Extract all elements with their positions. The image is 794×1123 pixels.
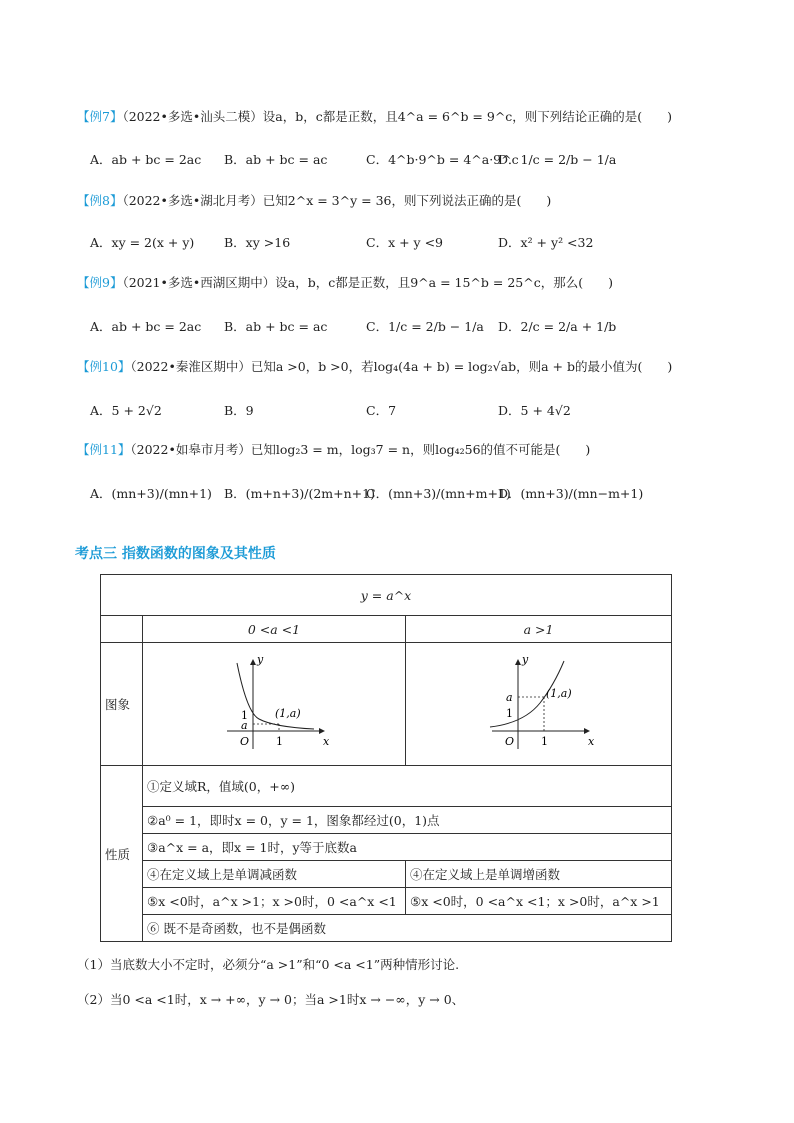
property-5-left: ⑤x <0时，a^x >1；x >0时，0 <a^x <1 bbox=[143, 888, 406, 915]
option-b: B．ab + bc = ac bbox=[224, 152, 328, 167]
property-4-right: ④在定义域上是单调增函数 bbox=[406, 861, 672, 888]
question-stem: 已知log₂3 = m，log₃7 = n，则log₄₂56的值不可能是( ) bbox=[250, 442, 591, 457]
option-a: A．xy = 2(x + y) bbox=[90, 235, 195, 250]
question-7 bbox=[77, 108, 672, 126]
option-d: D．x² + y² <32 bbox=[498, 235, 594, 250]
option-d: D．(mn+3)/(mn−m+1) bbox=[498, 486, 644, 501]
option-d: D．1/c = 2/b − 1/a bbox=[498, 152, 617, 167]
section-title: 考点三 指数函数的图象及其性质 bbox=[75, 546, 276, 562]
option-c: C．4^b·9^b = 4^a·9^c bbox=[366, 152, 519, 167]
col-header-large: a >1 bbox=[406, 616, 672, 643]
origin-label: O bbox=[240, 734, 250, 748]
point-label: (1,a) bbox=[275, 706, 301, 720]
question-10 bbox=[77, 358, 672, 376]
question-source: （2021•多选•西湖区期中） bbox=[122, 275, 276, 290]
question-tag: 【例9】 bbox=[77, 275, 123, 290]
option-b: B．ab + bc = ac bbox=[224, 319, 328, 334]
question-9 bbox=[77, 274, 613, 292]
question-tag: 【例10】 bbox=[77, 359, 131, 374]
decreasing-graph bbox=[219, 653, 329, 753]
option-a: A．ab + bc = 2ac bbox=[90, 319, 202, 334]
question-stem: 已知a >0，b >0，若log₄(4a + b) = log₂√ab，则a + b的最小值为( ) bbox=[250, 359, 673, 374]
option-d: D．5 + 4√2 bbox=[498, 403, 571, 418]
option-b: B．xy >16 bbox=[224, 235, 291, 250]
property-1: ①定义域R，值域(0，+∞) bbox=[143, 766, 672, 807]
graph-cell-decreasing bbox=[143, 643, 406, 766]
a-label: a bbox=[505, 690, 513, 704]
question-source: （2022•如皋市月考） bbox=[130, 442, 251, 457]
question-tag: 【例7】 bbox=[77, 109, 123, 124]
x-one-label: 1 bbox=[276, 734, 283, 748]
y-intercept-label: 1 bbox=[505, 706, 513, 720]
blank-cell bbox=[101, 616, 143, 643]
row-label-props: 性质 bbox=[101, 766, 143, 942]
question-source: （2022•多选•湖北月考） bbox=[122, 193, 263, 208]
question-tag: 【例11】 bbox=[77, 442, 131, 457]
option-b: B．(m+n+3)/(2m+n+1) bbox=[224, 486, 375, 501]
x-axis-label: x bbox=[587, 734, 594, 748]
option-a: A．ab + bc = 2ac bbox=[90, 152, 202, 167]
x-one-label: 1 bbox=[540, 734, 548, 748]
option-c: C．7 bbox=[366, 403, 397, 418]
row-label-graph: 图象 bbox=[101, 643, 143, 766]
question-11 bbox=[77, 441, 590, 459]
note-1: （1）当底数大小不定时，必须分“a >1”和“0 <a <1”两种情形讨论. bbox=[77, 957, 460, 972]
question-stem: 已知2^x = 3^y = 36，则下列说法正确的是( ) bbox=[262, 193, 552, 208]
question-8 bbox=[77, 192, 551, 210]
y-intercept-label: 1 bbox=[241, 708, 248, 722]
col-header-small: 0 <a <1 bbox=[143, 616, 406, 643]
origin-label: O bbox=[504, 734, 514, 748]
property-3: ③a^x = a，即x = 1时，y等于底数a bbox=[143, 834, 672, 861]
option-a: A．5 + 2√2 bbox=[90, 403, 162, 418]
exponential-properties-table bbox=[100, 574, 672, 942]
point-label: (1,a) bbox=[545, 686, 572, 700]
question-source: （2022•秦淮区期中） bbox=[130, 359, 251, 374]
option-b: B．9 bbox=[224, 403, 254, 418]
option-d: D．2/c = 2/a + 1/b bbox=[498, 319, 617, 334]
property-4-left: ④在定义域上是单调减函数 bbox=[143, 861, 406, 888]
increasing-graph bbox=[484, 653, 594, 753]
option-c: C．(mn+3)/(mn+m+1) bbox=[366, 486, 511, 501]
property-5-right: ⑤x <0时，0 <a^x <1；x >0时，a^x >1 bbox=[406, 888, 672, 915]
a-label: a bbox=[241, 718, 248, 732]
option-c: C．1/c = 2/b − 1/a bbox=[366, 319, 484, 334]
question-source: （2022•多选•汕头二模） bbox=[122, 109, 263, 124]
property-6: ⑥ 既不是奇函数，也不是偶函数 bbox=[143, 915, 672, 942]
y-axis-label: y bbox=[257, 652, 264, 666]
question-stem: 设a，b，c都是正数，且9^a = 15^b = 25^c，那么( ) bbox=[275, 275, 613, 290]
graph-cell-increasing bbox=[406, 643, 672, 766]
x-axis-label: x bbox=[323, 734, 329, 748]
property-2: ②a⁰ = 1，即时x = 0，y = 1，图象都经过(0，1)点 bbox=[143, 807, 672, 834]
y-axis-label: y bbox=[521, 652, 528, 666]
option-a: A．(mn+3)/(mn+1) bbox=[90, 486, 212, 501]
option-c: C．x + y <9 bbox=[366, 235, 443, 250]
question-tag: 【例8】 bbox=[77, 193, 123, 208]
note-2: （2）当0 <a <1时，x → +∞，y → 0；当a >1时x → −∞，y → 0、 bbox=[77, 992, 465, 1007]
question-stem: 设a，b，c都是正数，且4^a = 6^b = 9^c，则下列结论正确的是( ) bbox=[262, 109, 673, 124]
table-header: y = a^x bbox=[101, 575, 672, 616]
